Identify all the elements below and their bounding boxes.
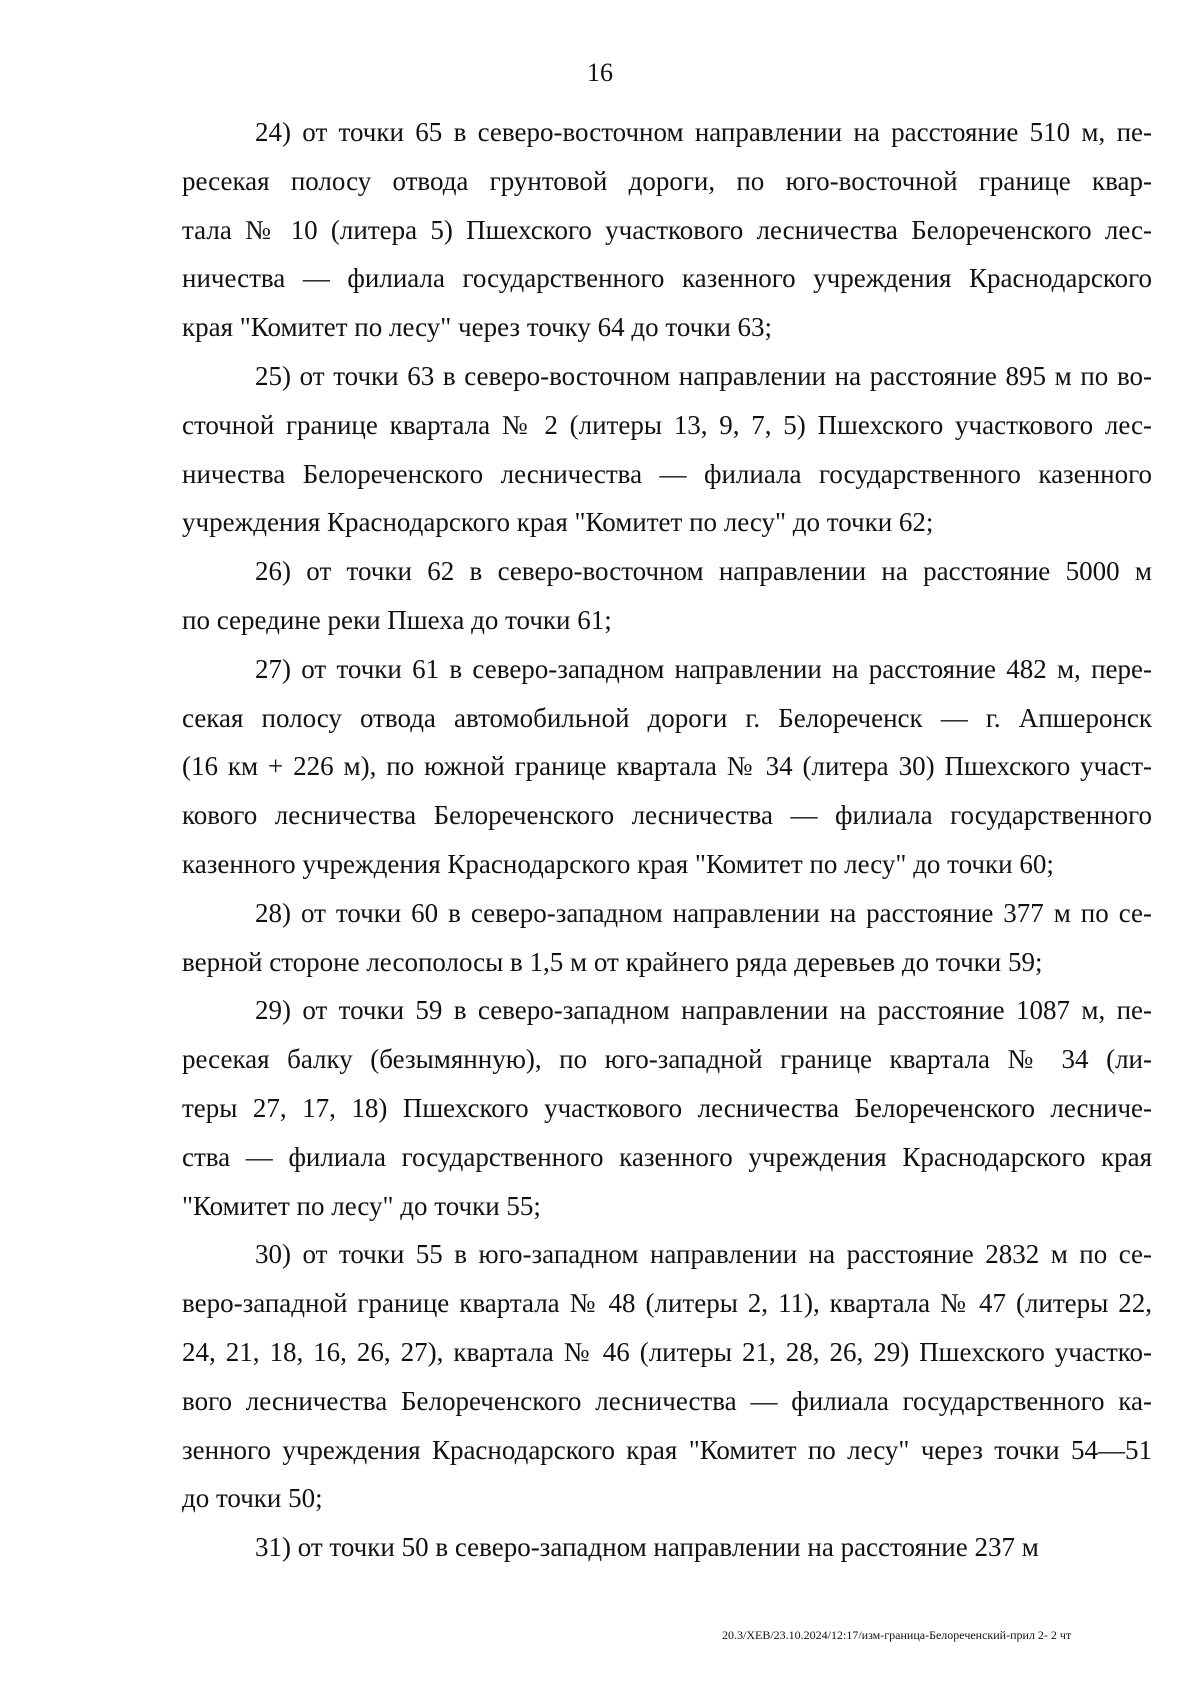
paragraph-line: сточной границе квартала № 2 (литеры 13, 9, 7, 5) Пшехского участкового лес- [182, 409, 1152, 440]
paragraph-line: ресекая полосу отвода грунтовой дороги, по юго-восточной границе квар- [182, 165, 1152, 196]
paragraph-line: секая полосу отвода автомобильной дороги г. Белореченск — г. Апшеронск [182, 702, 1152, 733]
paragraph [182, 108, 1152, 352]
paragraph-line: края "Комитет по лесу" через точку 64 до точки 63; [182, 312, 773, 343]
paragraph-line: 24, 21, 18, 16, 26, 27), квартала № 46 (литеры 21, 28, 26, 29) Пшехского участко- [182, 1336, 1152, 1367]
paragraph-line: верной стороне лесополосы в 1,5 м от крайнего ряда деревьев до точки 59; [182, 946, 1043, 977]
paragraph-line: ничества Белореченского лесничества — филиала государственного казенного [182, 458, 1152, 489]
paragraph-line: до точки 50; [182, 1483, 323, 1514]
paragraph-line: тала № 10 (литера 5) Пшехского участкового лесничества Белореченского лес- [182, 214, 1152, 245]
paragraph-line: ничества — филиала государственного казенного учреждения Краснодарского [182, 263, 1152, 294]
paragraph [182, 986, 1152, 1230]
paragraph-line: 26) от точки 62 в северо-восточном направлении на расстояние 5000 м [255, 556, 1152, 587]
paragraph-line: по середине реки Пшеха до точки 61; [182, 604, 612, 635]
paragraph-line: 28) от точки 60 в северо-западном направлении на расстояние 377 м по се- [255, 897, 1152, 928]
paragraph [182, 1523, 1152, 1572]
paragraph-line: теры 27, 17, 18) Пшехского участкового лесничества Белореченского лесниче- [182, 1092, 1152, 1123]
footer-file-stamp: 20.3/ХЕВ/23.10.2024/12:17/изм-граница-Белореченский-прил 2- 2 чт [722, 1628, 1072, 1642]
paragraph-line: ства — филиала государственного казенного учреждения Краснодарского края [182, 1141, 1152, 1172]
paragraph-line: 31) от точки 50 в северо-западном направлении на расстояние 237 м [255, 1532, 1039, 1563]
paragraph [182, 645, 1152, 889]
paragraph [182, 1230, 1152, 1523]
page-number: 16 [587, 58, 613, 87]
paragraph [182, 889, 1152, 987]
paragraph-line: ресекая балку (безымянную), по юго-западной границе квартала № 34 (ли- [182, 1044, 1152, 1075]
paragraph-line: 24) от точки 65 в северо-восточном направлении на расстояние 510 м, пе- [255, 117, 1152, 147]
paragraph-line: веро-западной границе квартала № 48 (литеры 2, 11), квартала № 47 (литеры 22, [182, 1288, 1152, 1319]
paragraph-line: 29) от точки 59 в северо-западном направлении на расстояние 1087 м, пе- [255, 995, 1152, 1026]
paragraph-line: 25) от точки 63 в северо-восточном направлении на расстояние 895 м по во- [255, 360, 1152, 391]
paragraph-line: учреждения Краснодарского края "Комитет по лесу" до точки 62; [182, 507, 934, 538]
document-body [182, 108, 1152, 1572]
paragraph [182, 352, 1152, 547]
paragraph-line: кового лесничества Белореченского лесничества — филиала государственного [182, 800, 1152, 831]
paragraph-line: зенного учреждения Краснодарского края "Комитет по лесу" через точки 54—51 [182, 1434, 1152, 1465]
paragraph-line: вого лесничества Белореченского лесничества — филиала государственного ка- [182, 1385, 1152, 1416]
paragraph-line: казенного учреждения Краснодарского края "Комитет по лесу" до точки 60; [182, 848, 1054, 879]
paragraph [182, 547, 1152, 645]
paragraph-line: (16 км + 226 м), по южной границе квартала № 34 (литера 30) Пшехского участ- [182, 751, 1152, 782]
paragraph-line: 30) от точки 55 в юго-западном направлении на расстояние 2832 м по се- [255, 1239, 1152, 1270]
paragraph-line: 27) от точки 61 в северо-западном направлении на расстояние 482 м, пере- [255, 653, 1152, 684]
paragraph-line: "Комитет по лесу" до точки 55; [182, 1190, 541, 1221]
